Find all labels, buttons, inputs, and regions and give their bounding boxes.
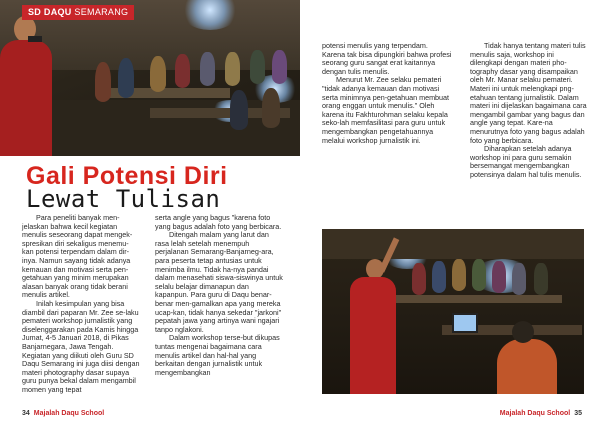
footer-brand-left: Majalah Daqu School [33,410,105,417]
paragraph: serta angle yang bagus "karena foto yang bagus adalah foto yang berbicara. [155,213,282,231]
paragraph: Diharapkan setelah adanya workshop ini para guru semakin bersemangat mengembangkan potensinya dalam hal tulis menulis. [470,144,582,179]
footer-right [500,410,582,417]
page-number-right: 35 [574,410,582,417]
paragraph: Tidak hanya tentang materi tulis menulis saja, workshop ini dilengkapi dengan materi pho-tography dasar yang disampaikan oleh Mr. Manar selaku pemateri. Materi ini untuk melengkapi png-etahuan tentang jurnalistik. Dalam materi ini dijelaskan bagaimana cara mengambil gambar yang bagus dan angle yang tepat. Kare-na menurutnya foto yang bagus adalah foto yang berbicara. [470,41,587,145]
article-title-line1: Gali Potensi Diri [26,162,228,190]
footer-brand-right: Majalah Daqu School [499,410,571,417]
tag-school: SD DAQU [28,7,72,17]
body-column-3 [322,42,452,145]
paragraph: Para peneliti banyak men-jelaskan bahwa kecil kegiatan menulis seseorang dapat mengek-spresikan diri sekaligus menemu-kan potensi terpendam dalam dir-inya. Namun sayang tidak adanya kemauan dan motivasi serta pen-getahuan yang minim merupakan alasan banyak orang tidak berani menulis artikel. [22,213,133,300]
page-number-left: 34 [22,410,30,417]
body-column-2 [155,214,283,377]
paragraph: Inilah kesimpulan yang bisa diambil dari paparan Mr. Zee se-laku pemateri workshop jurnalistik yang diselenggarakan pada Kamis hingga Jumat, 4-5 Januari 2018, di Pikas Banjarnegara, Jawa Tengah. Kegiatan yang diikuti oleh Guru SD Daqu Semarang ini juga diisi dengan materi photography dasar supaya guru punya bekal dalam mengambil momen yang tepat [22,298,140,394]
footer-left [22,410,104,417]
body-column-1 [22,214,140,394]
paragraph: potensi menulis yang terpendam. Karena tak bisa dipungkiri bahwa profesi seorang guru sangat erat kaitannya dengan tulis menulis. [322,41,452,76]
section-tag [22,5,134,20]
paragraph: Ditengah malam yang larut dan rasa lelah setelah menempuh perjalanan Semarang-Banjarneg-ara, para peserta tetap antusias untuk menimba ilmu. Tidak ha-nya pandai dalam menasehati siswa-siswinya untuk selalu belajar dimanapun dan kapanpun. Para guru di Daqu benar- benar men-gamalkan apa yang mereka ucap-kan, tidak hanya sekedar "jarkoni" pepatah jawa yang artinya wani ngajari tanpo nglakoni. [155,230,283,334]
tag-city: SEMARANG [74,7,129,17]
paragraph: Menurut Mr. Zee selaku pemateri "tidak adanya kemauan dan motivasi serta minimnya pen-getahuan membuat orang enggan untuk menulis." Oleh karena itu Fakhturohman selaku kepala seko-lah memfasilitasi para guru untuk mengembangkan pengetahuannya melalui workshop jurnalistik ini. [322,75,450,145]
paragraph: Dalam workshop terse-but dikupas tuntas mengenai bagaimana cara menulis artikel dan hal-hal yang berkaitan dengan jurnalistik untuk mengembangkan [155,333,280,377]
workshop-photo-speaker [0,0,300,156]
body-column-4 [470,42,588,180]
workshop-photo-photography [322,229,584,394]
article-title-line2: Lewat Tulisan [26,185,221,213]
